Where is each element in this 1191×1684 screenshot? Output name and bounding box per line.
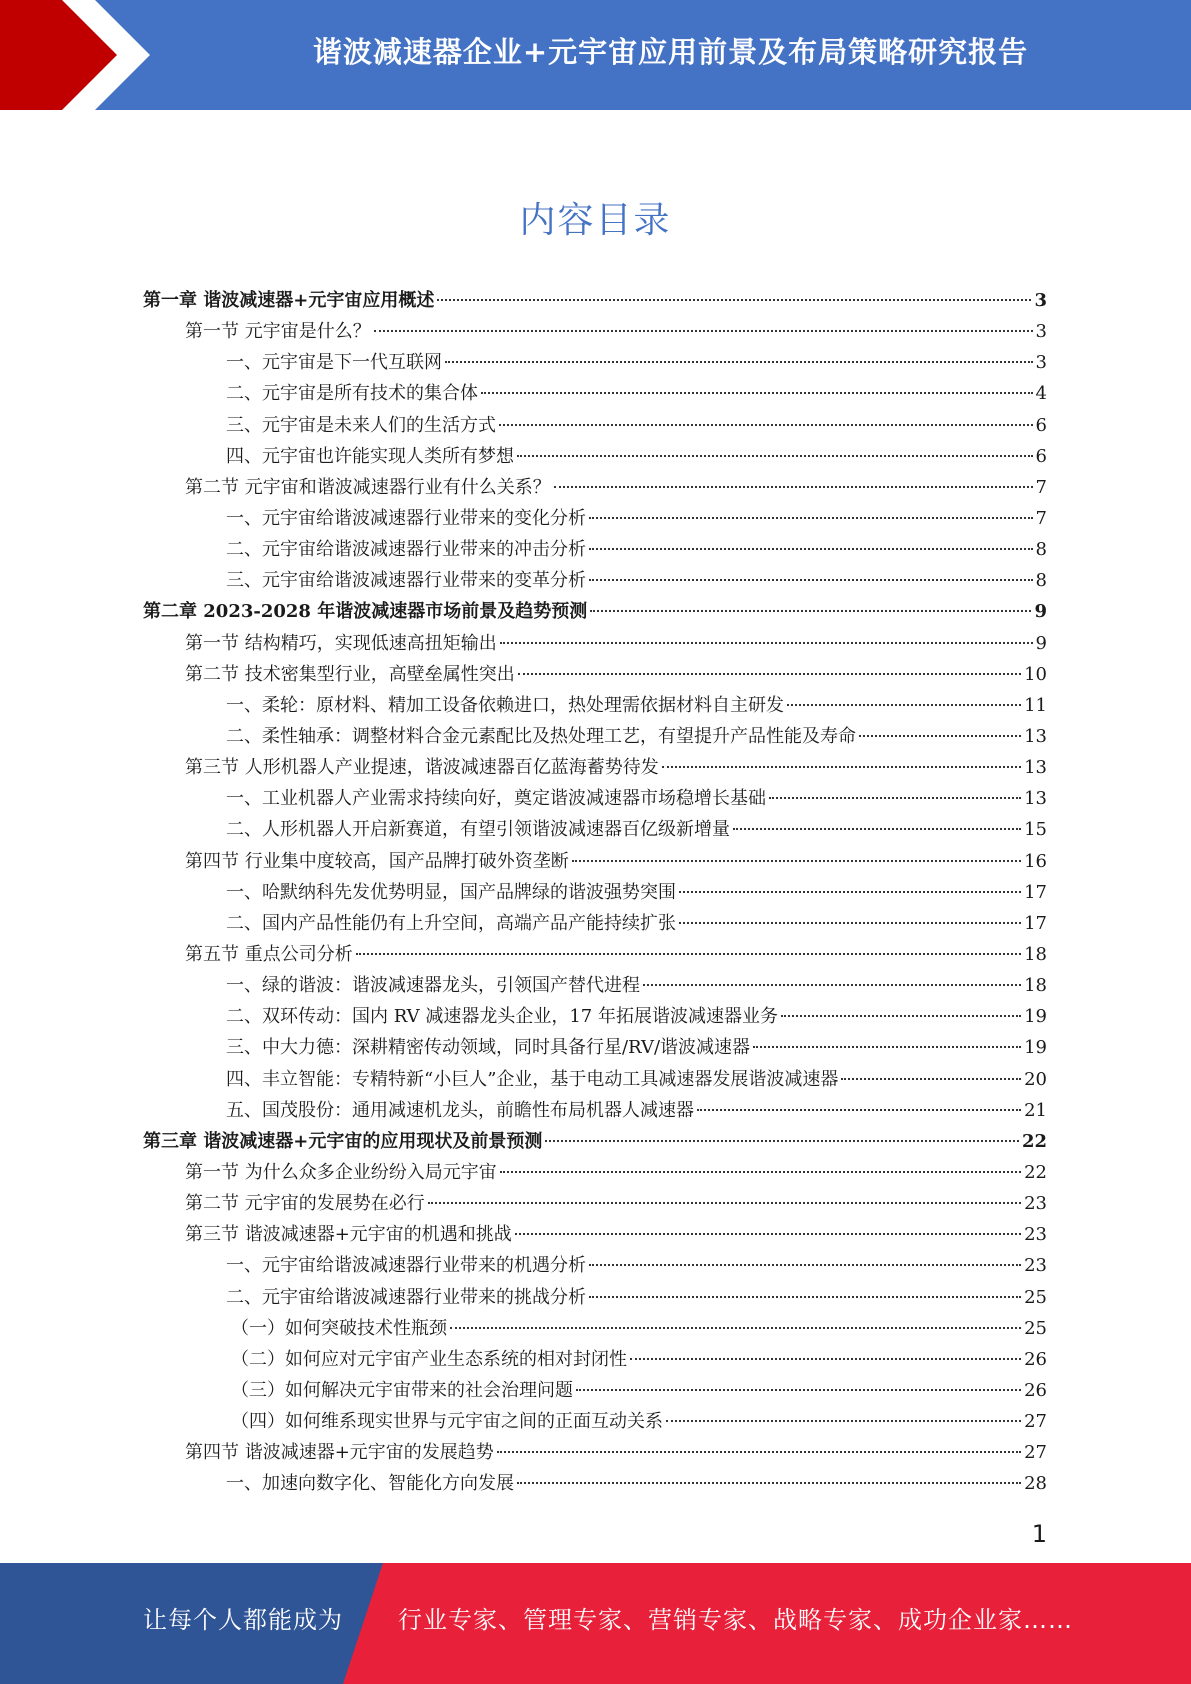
toc-entry-page: 23 bbox=[1024, 1224, 1047, 1246]
toc-entry-title: 一、哈默纳科先发优势明显，国产品牌绿的谐波强势突围 bbox=[226, 881, 676, 903]
toc-entry-title: 第二章 2023-2028 年谐波减速器市场前景及趋势预测 bbox=[143, 601, 588, 623]
toc-entry-page: 26 bbox=[1024, 1379, 1047, 1401]
toc-entry-title: 二、元宇宙是所有技术的集合体 bbox=[226, 383, 478, 405]
page-number: 1 bbox=[1031, 1520, 1047, 1548]
toc-entry[interactable] bbox=[143, 441, 1047, 472]
toc-dot-leader bbox=[445, 361, 1033, 363]
toc-entry[interactable] bbox=[143, 1126, 1047, 1157]
toc-dot-leader bbox=[497, 1451, 1021, 1453]
toc-entry-page: 22 bbox=[1021, 1130, 1047, 1152]
toc-entry-title: 四、丰立智能：专精特新“小巨人”企业，基于电动工具减速器发展谐波减速器 bbox=[226, 1068, 839, 1090]
toc-entry[interactable] bbox=[143, 1157, 1047, 1188]
toc-entry-title: 第一节 为什么众多企业纷纷入局元宇宙 bbox=[185, 1161, 497, 1183]
toc-entry-page: 6 bbox=[1035, 445, 1047, 467]
footer-slogan-left: 让每个人都能成为 bbox=[143, 1606, 343, 1634]
toc-entry-page: 17 bbox=[1024, 912, 1047, 934]
toc-entry-title: 二、人形机器人开启新赛道，有望引领谐波减速器百亿级新增量 bbox=[226, 819, 730, 841]
toc-entry-page: 17 bbox=[1024, 881, 1047, 903]
toc-entry-title: 第三章 谐波减速器+元宇宙的应用现状及前景预测 bbox=[143, 1130, 543, 1152]
toc-entry-page: 18 bbox=[1024, 943, 1047, 965]
report-title: 谐波减速器企业+元宇宙应用前景及布局策略研究报告 bbox=[312, 34, 1029, 69]
toc-entry-page: 19 bbox=[1024, 1006, 1047, 1028]
toc-entry[interactable] bbox=[143, 877, 1047, 908]
toc-dot-leader bbox=[499, 424, 1033, 426]
toc-entry-page: 7 bbox=[1035, 507, 1047, 529]
toc-entry[interactable] bbox=[143, 970, 1047, 1001]
toc-entry[interactable] bbox=[143, 1032, 1047, 1063]
toc-entry-page: 3 bbox=[1035, 321, 1047, 343]
toc-entry[interactable] bbox=[143, 783, 1047, 814]
toc-entry[interactable] bbox=[143, 1406, 1047, 1437]
toc-entry-title: 三、元宇宙是未来人们的生活方式 bbox=[226, 414, 496, 436]
toc-entry-page: 18 bbox=[1024, 975, 1047, 997]
toc-entry[interactable] bbox=[143, 814, 1047, 845]
toc-entry-title: 第三节 人形机器人产业提速，谐波减速器百亿蓝海蓄势待发 bbox=[185, 757, 659, 779]
toc-entry-page: 16 bbox=[1024, 850, 1047, 872]
toc-dot-leader bbox=[572, 860, 1021, 862]
toc-entry[interactable] bbox=[143, 596, 1047, 627]
toc-entry-page: 23 bbox=[1024, 1255, 1047, 1277]
toc-entry[interactable] bbox=[143, 1188, 1047, 1219]
toc-entry-page: 21 bbox=[1024, 1099, 1047, 1121]
toc-entry-title: 二、元宇宙给谐波减速器行业带来的挑战分析 bbox=[226, 1286, 586, 1308]
toc-dot-leader bbox=[666, 1420, 1021, 1422]
toc-entry-page: 3 bbox=[1035, 352, 1047, 374]
toc-dot-leader bbox=[374, 330, 1033, 332]
toc-entry[interactable] bbox=[143, 690, 1047, 721]
toc-entry-page: 3 bbox=[1034, 290, 1047, 311]
toc-entry-title: 第二节 元宇宙的发展势在必行 bbox=[185, 1193, 425, 1215]
toc-dot-leader bbox=[517, 455, 1033, 457]
toc-entry-title: （三）如何解决元宇宙带来的社会治理问题 bbox=[231, 1379, 573, 1401]
toc-dot-leader bbox=[500, 1171, 1021, 1173]
toc-entry[interactable] bbox=[143, 347, 1047, 378]
toc-entry[interactable] bbox=[143, 721, 1047, 752]
toc-entry[interactable] bbox=[143, 628, 1047, 659]
toc-entry[interactable] bbox=[143, 316, 1047, 347]
toc-entry-title: 一、元宇宙给谐波减速器行业带来的变化分析 bbox=[226, 507, 586, 529]
toc-dot-leader bbox=[841, 1078, 1021, 1080]
toc-entry[interactable] bbox=[143, 752, 1047, 783]
toc-entry[interactable] bbox=[143, 378, 1047, 409]
toc-entry[interactable] bbox=[143, 908, 1047, 939]
table-of-contents bbox=[143, 285, 1047, 1499]
toc-entry-page: 10 bbox=[1024, 663, 1047, 685]
toc-dot-leader bbox=[643, 984, 1021, 986]
toc-entry-title: （四）如何维系现实世界与元宇宙之间的正面互动关系 bbox=[231, 1411, 663, 1433]
toc-dot-leader bbox=[679, 922, 1021, 924]
toc-entry-page: 15 bbox=[1024, 819, 1047, 841]
toc-entry-title: 第四节 谐波减速器+元宇宙的发展趋势 bbox=[185, 1442, 494, 1464]
toc-entry[interactable] bbox=[143, 472, 1047, 503]
toc-entry-page: 11 bbox=[1024, 694, 1047, 716]
toc-entry[interactable] bbox=[143, 1001, 1047, 1032]
toc-entry-page: 27 bbox=[1024, 1442, 1047, 1464]
toc-entry-title: 第一节 元宇宙是什么？ bbox=[185, 321, 371, 343]
toc-entry-title: 第二节 技术密集型行业，高壁垒属性突出 bbox=[185, 663, 515, 685]
toc-entry-title: 一、工业机器人产业需求持续向好，奠定谐波减速器市场稳增长基础 bbox=[226, 788, 766, 810]
toc-entry[interactable] bbox=[143, 1219, 1047, 1250]
toc-entry[interactable] bbox=[143, 1375, 1047, 1406]
toc-heading: 内容目录 bbox=[519, 200, 672, 241]
toc-entry-page: 25 bbox=[1024, 1317, 1047, 1339]
toc-entry-title: 第二节 元宇宙和谐波减速器行业有什么关系？ bbox=[185, 476, 551, 498]
toc-dot-leader bbox=[859, 735, 1021, 737]
toc-dot-leader bbox=[500, 642, 1033, 644]
toc-entry[interactable] bbox=[143, 846, 1047, 877]
toc-entry[interactable] bbox=[143, 503, 1047, 534]
toc-entry-page: 6 bbox=[1035, 414, 1047, 436]
toc-entry-title: 第五节 重点公司分析 bbox=[185, 943, 353, 965]
toc-entry[interactable] bbox=[143, 565, 1047, 596]
header-arrow-graphic bbox=[0, 0, 150, 110]
toc-entry-title: 第一节 结构精巧，实现低速高扭矩输出 bbox=[185, 632, 497, 654]
toc-entry-title: 二、双环传动：国内 RV 减速器龙头企业，17 年拓展谐波减速器业务 bbox=[226, 1006, 778, 1028]
toc-dot-leader bbox=[517, 1482, 1021, 1484]
toc-dot-leader bbox=[589, 1264, 1021, 1266]
toc-dot-leader bbox=[589, 548, 1033, 550]
toc-entry-page: 4 bbox=[1035, 383, 1047, 405]
toc-dot-leader bbox=[545, 1140, 1019, 1142]
toc-dot-leader bbox=[589, 517, 1033, 519]
toc-dot-leader bbox=[753, 1046, 1021, 1048]
toc-entry-page: 20 bbox=[1024, 1068, 1047, 1090]
toc-entry-title: 二、国内产品性能仍有上升空间，高端产品产能持续扩张 bbox=[226, 912, 676, 934]
toc-dot-leader bbox=[554, 486, 1033, 488]
toc-entry-title: 三、中大力德：深耕精密传动领域，同时具备行星/RV/谐波减速器 bbox=[226, 1037, 751, 1059]
toc-entry-title: 一、元宇宙给谐波减速器行业带来的机遇分析 bbox=[226, 1255, 586, 1277]
toc-dot-leader bbox=[733, 828, 1021, 830]
toc-dot-leader bbox=[437, 299, 1031, 301]
toc-dot-leader bbox=[515, 1233, 1021, 1235]
toc-entry-page: 13 bbox=[1024, 757, 1047, 779]
toc-entry[interactable] bbox=[143, 1250, 1047, 1281]
toc-entry[interactable] bbox=[143, 534, 1047, 565]
toc-entry-title: 五、国茂股份：通用减速机龙头，前瞻性布局机器人减速器 bbox=[226, 1099, 694, 1121]
toc-entry-title: 一、柔轮：原材料、精加工设备依赖进口，热处理需依据材料自主研发 bbox=[226, 694, 784, 716]
toc-entry[interactable] bbox=[143, 410, 1047, 441]
toc-dot-leader bbox=[781, 1015, 1021, 1017]
toc-entry-title: 四、元宇宙也许能实现人类所有梦想 bbox=[226, 445, 514, 467]
toc-entry-page: 13 bbox=[1024, 725, 1047, 747]
toc-entry-title: 第三节 谐波减速器+元宇宙的机遇和挑战 bbox=[185, 1224, 512, 1246]
footer-slogan-right: 行业专家、管理专家、营销专家、战略专家、成功企业家…… bbox=[398, 1606, 1073, 1634]
toc-entry-page: 8 bbox=[1035, 539, 1047, 561]
toc-entry-title: 一、元宇宙是下一代互联网 bbox=[226, 352, 442, 374]
toc-dot-leader bbox=[697, 1109, 1021, 1111]
toc-entry-page: 28 bbox=[1024, 1473, 1047, 1495]
toc-entry-page: 23 bbox=[1024, 1193, 1047, 1215]
toc-entry-page: 9 bbox=[1035, 632, 1047, 654]
toc-entry-title: 第四节 行业集中度较高，国产品牌打破外资垄断 bbox=[185, 850, 569, 872]
toc-entry-title: 一、绿的谐波：谐波减速器龙头，引领国产替代进程 bbox=[226, 975, 640, 997]
toc-dot-leader bbox=[679, 891, 1021, 893]
toc-entry-title: 一、加速向数字化、智能化方向发展 bbox=[226, 1473, 514, 1495]
toc-dot-leader bbox=[787, 704, 1021, 706]
toc-entry-page: 25 bbox=[1024, 1286, 1047, 1308]
toc-dot-leader bbox=[589, 1296, 1021, 1298]
toc-dot-leader bbox=[450, 1327, 1021, 1329]
toc-dot-leader bbox=[662, 766, 1021, 768]
toc-dot-leader bbox=[589, 579, 1033, 581]
toc-entry-title: 二、元宇宙给谐波减速器行业带来的冲击分析 bbox=[226, 539, 586, 561]
toc-entry[interactable] bbox=[143, 1313, 1047, 1344]
toc-entry-title: 第一章 谐波减速器+元宇宙应用概述 bbox=[143, 290, 435, 311]
toc-entry[interactable] bbox=[143, 1437, 1047, 1468]
toc-entry[interactable] bbox=[143, 659, 1047, 690]
toc-dot-leader bbox=[428, 1202, 1021, 1204]
toc-entry-title: （二）如何应对元宇宙产业生态系统的相对封闭性 bbox=[231, 1348, 627, 1370]
toc-entry[interactable] bbox=[143, 939, 1047, 970]
toc-entry-page: 9 bbox=[1034, 601, 1047, 623]
toc-dot-leader bbox=[356, 953, 1021, 955]
toc-entry-page: 7 bbox=[1035, 476, 1047, 498]
toc-entry-page: 27 bbox=[1024, 1411, 1047, 1433]
toc-dot-leader bbox=[481, 392, 1033, 394]
toc-entry-title: 二、柔性轴承：调整材料合金元素配比及热处理工艺，有望提升产品性能及寿命 bbox=[226, 725, 856, 747]
toc-entry-page: 19 bbox=[1024, 1037, 1047, 1059]
toc-entry[interactable] bbox=[143, 1468, 1047, 1499]
toc-entry-title: （一）如何突破技术性瓶颈 bbox=[231, 1317, 447, 1339]
toc-entry[interactable] bbox=[143, 1095, 1047, 1126]
toc-entry[interactable] bbox=[143, 285, 1047, 316]
toc-entry[interactable] bbox=[143, 1282, 1047, 1313]
toc-entry-title: 三、元宇宙给谐波减速器行业带来的变革分析 bbox=[226, 570, 586, 592]
toc-entry-page: 22 bbox=[1024, 1161, 1047, 1183]
toc-entry-page: 8 bbox=[1035, 570, 1047, 592]
toc-entry-page: 26 bbox=[1024, 1348, 1047, 1370]
toc-entry[interactable] bbox=[143, 1064, 1047, 1095]
toc-dot-leader bbox=[769, 797, 1021, 799]
toc-dot-leader bbox=[630, 1358, 1021, 1360]
toc-dot-leader bbox=[518, 673, 1021, 675]
toc-entry-page: 13 bbox=[1024, 788, 1047, 810]
toc-entry[interactable] bbox=[143, 1344, 1047, 1375]
toc-dot-leader bbox=[576, 1389, 1021, 1391]
toc-dot-leader bbox=[590, 610, 1031, 612]
